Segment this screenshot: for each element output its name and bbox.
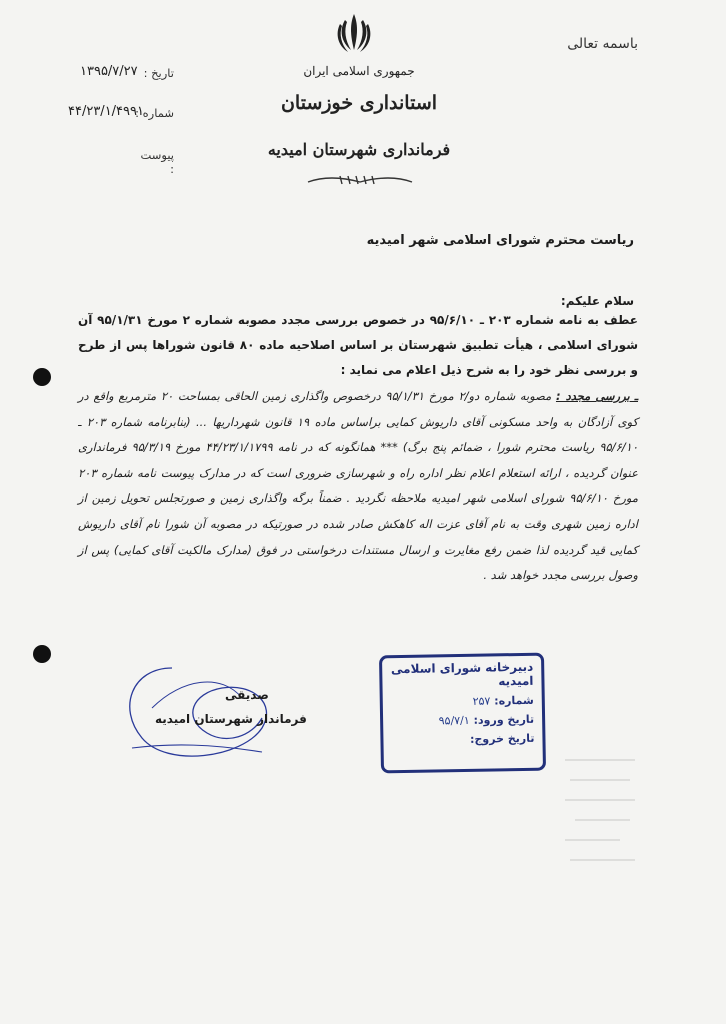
paragraph-2 [78, 384, 638, 589]
stamp-number-row [391, 694, 534, 709]
number-value: ۴۴/۲۳/۱/۴۹۹۱ [68, 104, 144, 119]
registry-stamp [379, 653, 546, 774]
stamp-date-out-label: تاریخ خروج: [469, 731, 535, 746]
recipient-line: ریاست محترم شورای اسلامی شهر امیدیه [366, 233, 634, 248]
stamp-date-in-label: تاریخ ورود: [473, 712, 535, 727]
ornament-divider-icon [300, 172, 420, 188]
date-value: ۱۳۹۵/۷/۲۷ [80, 64, 138, 79]
signature-scribble-icon [112, 648, 282, 773]
stamp-date-in-value: ۹۵/۷/۱ [438, 713, 470, 728]
punch-hole [33, 645, 51, 663]
number-label: شماره : [135, 106, 174, 120]
stamp-title: دبیرخانه شورای اسلامی امیدیه [390, 659, 534, 689]
paragraph-2-lead: ـ بررسی مجدد : [555, 389, 639, 403]
iran-emblem-icon [333, 10, 375, 56]
org-line-1: جمهوری اسلامی ایران [303, 64, 415, 78]
stamp-date-in-row [391, 713, 534, 728]
bleed-through-texture [560, 740, 640, 880]
org-line-2: استانداری خوزستان [280, 92, 438, 114]
org-line-3: فرمانداری شهرستان امیدیه [267, 140, 451, 159]
greeting: سلام علیکم: [560, 294, 634, 308]
date-label: تاریخ : [143, 66, 174, 80]
stamp-number-label: شماره: [494, 693, 534, 708]
stamp-number-value: ۲۵۷ [472, 694, 491, 708]
paragraph-2-body: مصوبه شماره دو/۲ مورخ ۹۵/۱/۳۱ درخصوص واگذاری زمین الحاقی بمساحت ۲۰ مترمربع واقع در کوی آزادگان به واحد مسکونی آقای داریوش کمایی براساس ماده ۱۹ قانون شهرداریها ... (بنابرنامه شماره ۲۰۳ ـ ۹۵/۶/۱۰ ریاست محترم شورا ، ضمائم پنج برگ) *** همانگونه که در نامه ۴۴/۲۳/۱/۱۷۹۹ مورخ ۹۵/۳/۱۹ فرمانداری عنوان گردیده ، ارائه استعلام اعلام نظر اداره راه و شهرسازی ضروری است که در مدارک پیوست نامه شماره ۲۰۳ مورخ ۹۵/۶/۱۰ شورای اسلامی شهر امیدیه ملاحظه نگردید . ضمناً برگه واگذاری زمین و صورتجلس تحویل زمین از اداره زمین شهری وقت به نام آقای عزت اله کاهکش صادر شده در صورتیکه در مصوبه آن شورا نام آقای داریوش کمایی قید گردیده لذا ضمن رفع مغایرت و ارسال مستندات درخواستی در فوق (مدارک مالکیت آقای کمایی) پس از وصول بررسی مجدد خواهد شد . [78, 389, 639, 583]
stamp-date-out-row [391, 732, 534, 747]
attachment-label: پیوست : [140, 148, 174, 176]
paragraph-1: عطف به نامه شماره ۲۰۳ ـ ۹۵/۶/۱۰ در خصوص بررسی مجدد مصوبه شماره ۲ مورخ ۹۵/۱/۳۱ آن شورای اسلامی ، هیأت تطبیق شهرستان بر اساس اصلاحیه ماده ۸۰ قانون شوراها پس از طرح و بررسی نظر خود را به شرح ذیل اعلام می نماید : [78, 313, 638, 377]
bismillah-heading: باسمه تعالی [567, 36, 638, 52]
signatory-name: صدیقی [225, 688, 269, 702]
signatory-title: فرماندار شهرستان امیدیه [155, 712, 307, 726]
punch-hole [33, 368, 51, 386]
